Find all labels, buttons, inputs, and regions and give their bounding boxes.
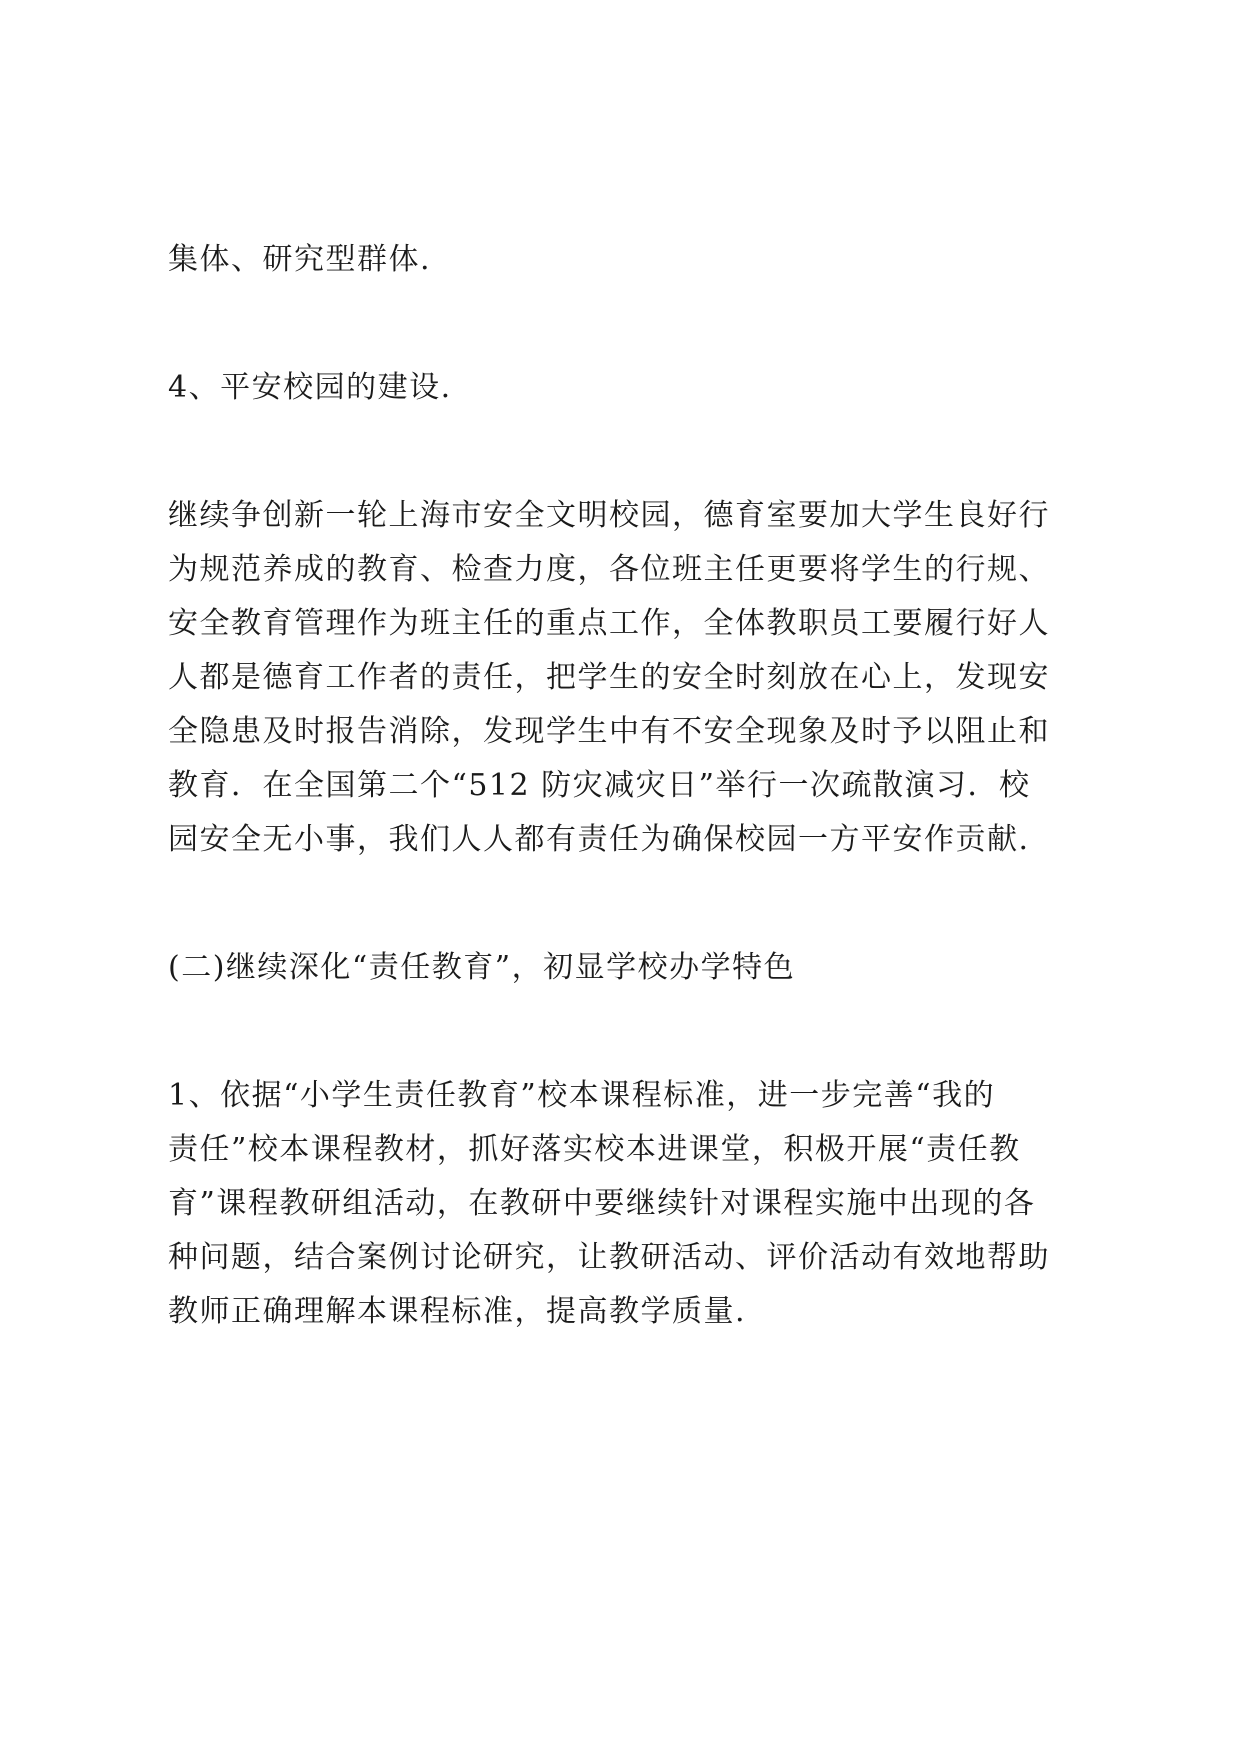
text-line: 园安全无小事，我们人人都有责任为确保校园一方平安作贡献.: [168, 822, 1030, 857]
text-line: 教育．在全国第二个“512 防灾减灾日”举行一次疏散演习．校: [168, 768, 1031, 803]
paragraph-item-1: [168, 1069, 1092, 1339]
paragraph-continuation: [168, 233, 1092, 287]
section-heading-responsibility-education: [168, 941, 1092, 995]
text-line: 责任”校本课程教材，抓好落实校本进课堂，积极开展“责任教: [168, 1132, 1021, 1167]
paragraph-gap: [168, 867, 1092, 941]
text-line: 集体、研究型群体.: [168, 242, 432, 277]
text-line: 人都是德育工作者的责任，把学生的安全时刻放在心上，发现安: [168, 660, 1050, 695]
paragraph-gap: [168, 415, 1092, 489]
text-line: 4、平安校园的建设.: [168, 370, 452, 405]
text-line: 全隐患及时报告消除，发现学生中有不安全现象及时予以阻止和: [168, 714, 1050, 749]
text-line: (二)继续深化“责任教育”，初显学校办学特色: [168, 950, 796, 985]
paragraph-gap: [168, 995, 1092, 1069]
text-line: 为规范养成的教育、检查力度，各位班主任更要将学生的行规、: [168, 552, 1050, 587]
text-line: 1、依据“小学生责任教育”校本课程标准，进一步完善“我的: [168, 1078, 996, 1113]
text-line: 安全教育管理作为班主任的重点工作，全体教职员工要履行好人: [168, 606, 1050, 641]
paragraph-safety: [168, 489, 1092, 867]
section-heading-safe-campus: [168, 361, 1092, 415]
document-body: [168, 233, 1092, 1339]
paragraph-gap: [168, 287, 1092, 361]
text-line: 种问题，结合案例讨论研究，让教研活动、评价活动有效地帮助: [168, 1240, 1050, 1275]
text-line: 育”课程教研组活动，在教研中要继续针对课程实施中出现的各: [168, 1186, 1036, 1221]
text-line: 继续争创新一轮上海市安全文明校园，德育室要加大学生良好行: [168, 498, 1050, 533]
text-line: 教师正确理解本课程标准，提高教学质量.: [168, 1294, 747, 1329]
